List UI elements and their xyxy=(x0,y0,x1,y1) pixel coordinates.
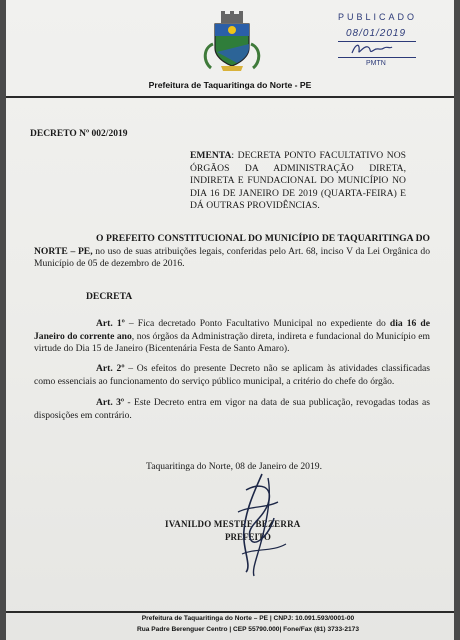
document-page xyxy=(6,0,454,640)
signer-name: IVANILDO MESTRE BEZERRA xyxy=(165,519,301,529)
article-3 xyxy=(34,397,430,422)
stamp-date: 08/01/2019 xyxy=(346,28,407,39)
footer-line-1: Prefeitura de Taquaritinga do Norte – PE | CNPJ: 10.091.593/0001-00 xyxy=(141,615,355,622)
stamp-line xyxy=(338,57,416,58)
preamble-heading: O PREFEITO CONSTITUCIONAL DO MUNICÍPIO DE TAQUARITINGA DO NORTE – PE, xyxy=(34,233,430,257)
municipal-crest-icon xyxy=(199,8,265,74)
ementa-label: EMENTA xyxy=(190,150,232,161)
stamp-title: PUBLICADO xyxy=(338,12,418,22)
article-3-label: Art. 3º xyxy=(96,397,125,408)
stamp-org: PMTN xyxy=(366,60,386,67)
decree-number: DECRETO Nº 002/2019 xyxy=(30,129,128,139)
article-1-label: Art. 1º xyxy=(96,318,125,329)
ementa-text: : DECRETA PONTO FACULTATIVO NOS ÓRGÃOS DA ADMINISTRAÇÃO DIRETA, INDIRETA E FUNDACIONAL DO MUNICÍPIO NO DIA 16 DE JANEIRO DE 2019 (QUARTA-FEIRA) E DÁ OUTRAS PROVIDÊNCIAS. xyxy=(190,150,406,211)
ementa xyxy=(190,150,406,213)
preamble-text: no uso de suas atribuições legais, conferidas pelo Art. 68, inciso V da Lei Orgânica do Município de 05 de dezembro de 2016. xyxy=(34,245,430,269)
preamble xyxy=(34,233,430,271)
publication-stamp xyxy=(312,8,442,68)
header-org-name: Prefeitura de Taquaritinga do Norte - PE xyxy=(148,80,312,90)
article-1 xyxy=(34,318,430,356)
footer-rule xyxy=(6,611,454,613)
stamp-signature-icon xyxy=(350,41,394,57)
signer-role: PREFEITO xyxy=(225,532,271,542)
article-1-text: – Fica decretado Ponto Facultativo Municipal no expediente do xyxy=(124,318,390,329)
article-2 xyxy=(34,363,430,388)
article-2-label: Art. 2º xyxy=(96,363,125,374)
article-1-text-cont: , nos órgãos da Administração direta, indireta e fundacional do Município em virtude do Dia 15 de Janeiro (Bicentenária Festa de Santo Amaro). xyxy=(34,330,430,354)
header-rule xyxy=(6,96,454,98)
dateline: Taquaritinga do Norte, 08 de Janeiro de 2019. xyxy=(146,461,322,472)
article-2-text: – Os efeitos do presente Decreto não se aplicam às atividades classificadas como essenciais ao funcionamento do serviço público municipal, a critério do chefe do órgão. xyxy=(34,363,430,387)
article-1-highlight: dia 16 de Janeiro do corrente ano xyxy=(34,318,430,342)
handwritten-signature-icon xyxy=(216,468,306,578)
article-3-text: - Este Decreto entra em vigor na data de sua publicação, revogadas todas as disposições em contrário. xyxy=(34,397,430,421)
decreta-heading: DECRETA xyxy=(86,291,133,302)
footer-line-2: Rua Padre Berenguer Centro | CEP 55790.000| Fone/Fax (81) 3733-2173 xyxy=(137,626,359,633)
